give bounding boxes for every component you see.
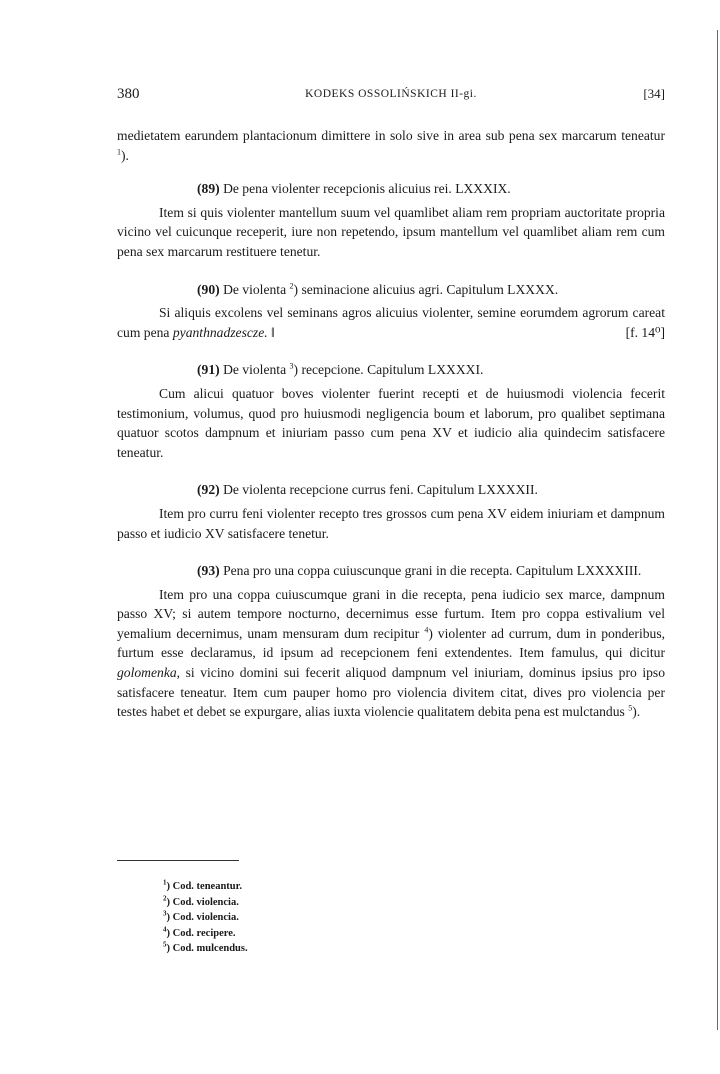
section-number: (90) <box>197 281 220 297</box>
footnote-ref: 2 <box>289 281 294 291</box>
footnote-ref: 3 <box>289 361 294 371</box>
footnotes <box>163 879 248 957</box>
footnote: $^1$) Cod. teneantur. <box>163 878 242 892</box>
paragraph-91: Cum alicui quatuor boves violenter fuerint recepti et de huiusmodi violencia fecerit testimonium, volumus, quod pro huiusmodi negligencia boum et laborum, pro qualibet septimana quatuor scotos dampnum et iniuriam passo cum pena XV et iudicio alia quindecim satisfacere teneatur. <box>117 385 665 460</box>
page-edge-line <box>717 30 718 1030</box>
paragraph-92: Item pro curru feni violenter recepto tres grossos cum pena XV eidem iniuriam et dampnum passo et iudicio XV satisfacere tenetur. <box>117 505 665 541</box>
page-number: 380 <box>117 86 140 102</box>
paragraph-90: Si aliquis excolens vel seminans agros alicuius violenter, semine eorumdem agrorum careat cum pena pyanthnadzescze. ‖ [f. 14⁰] <box>117 303 665 342</box>
running-title: KODEKS OSSOLIŃSKICH II-gi. <box>305 88 477 100</box>
footnote: $^3$) Cod. violencia. <box>163 909 239 924</box>
footnote-ref: 1 <box>117 147 121 157</box>
section-number: (92) <box>197 482 220 498</box>
paragraph-89: Item si quis violenter mantellum suum vel quamlibet aliam rem propriam auctoritate propria vicino vel cuicunque receperit, iure non repetendo, ipsum mantellum vel quamlibet aliam rem cum pena sex marcarum restituere tenetur. <box>117 204 665 259</box>
footnote-ref: 4 <box>424 625 429 635</box>
running-header <box>117 86 665 106</box>
footnote: $^2$) Cod. violencia. <box>163 894 239 908</box>
heading-92: (92) De violenta recepcione currus feni. Capitulum LXXXXII. <box>197 482 538 498</box>
heading-93: (93) Pena pro una coppa cuiuscunque grani in die recepta. Capitulum LXXXXIII. <box>197 563 642 579</box>
main-text <box>117 126 665 722</box>
section-number: (91) <box>197 362 220 378</box>
footnote: $^4$) Cod. recipere. <box>163 925 236 939</box>
heading-90: (90) De violenta $^2$) seminacione alicuius agri. Capitulum LXXXX. <box>197 281 559 297</box>
section-number: (89) <box>197 181 220 197</box>
footnote-ref: 5 <box>628 703 633 713</box>
vernacular-term: pyanthnadzescze. <box>172 324 268 340</box>
footnote: $^5$) Cod. mulcendus. <box>163 940 248 955</box>
heading-91: (91) De violenta $^3$) recepcione. Capitulum LXXXXI. <box>197 361 484 378</box>
section-signature: [34] <box>643 86 665 101</box>
intro-paragraph: medietatem earundem plantacionum dimittere in solo sive in area sub pena sex marcarum teneatur $^1$). <box>117 128 665 163</box>
vernacular-term: golomenka <box>117 665 177 681</box>
heading-89: (89) De pena violenter recepcionis alicuius rei. LXXXIX. <box>197 181 511 197</box>
footnote-rule <box>117 860 239 861</box>
section-number: (93) <box>197 563 220 579</box>
paragraph-93: Item pro una coppa cuiuscumque grani in die recepta, pena iudicio sex marce, dampnum passo XV; si autem tempore nocturno, decernimus esse furtum. Item pro coppa estivalium vel yemalium decernimus, unam mensuram dum recipitur $^4$) violenter ad currum, dum in ponderibus, furtum esse declaramus, id ipsum ad recepcionem feni extendentes. Item famulus, qui dicitur golomenka, si vicino domini sui fecerit aliquod dampnum vel iniuriam, dominus ipsius pro ipso satisfacere teneatur. Item cum pauper homo pro violencia divitem citat, dives pro violencia per testes habet et debet se expurgare, alias iuxta violencie qualitatem debita pena est mulctandus $^5$). <box>117 586 666 720</box>
folio-reference: [f. 14⁰] <box>625 324 665 340</box>
